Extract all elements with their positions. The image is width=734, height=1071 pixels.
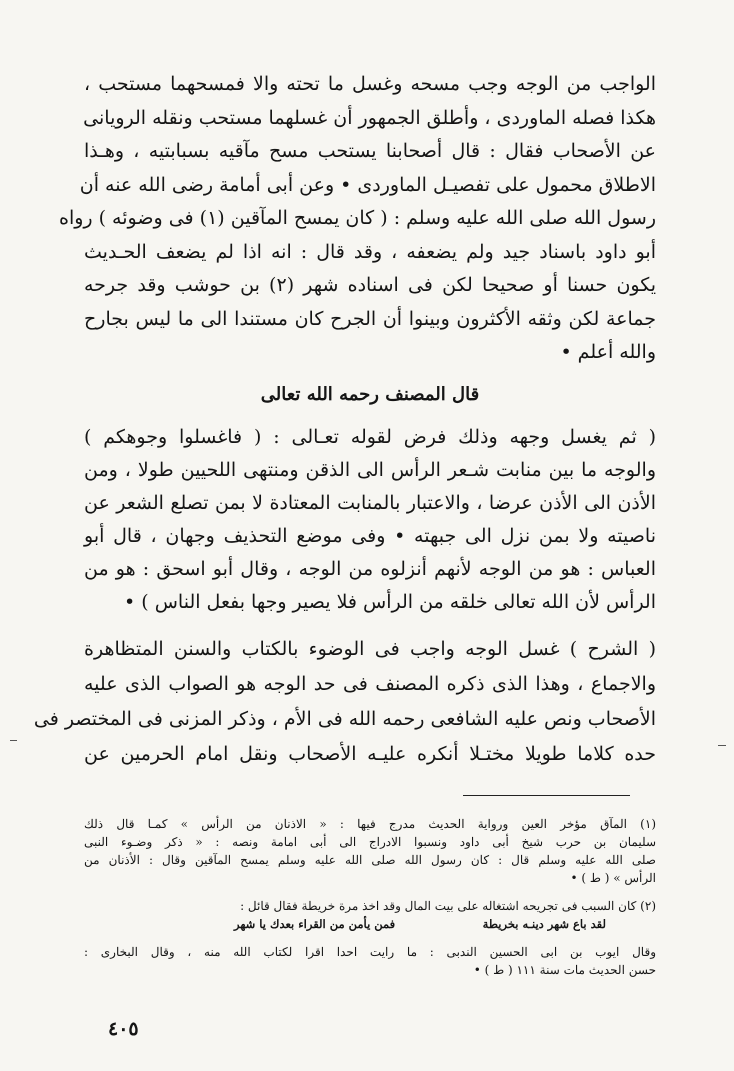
- footnote-line: (١) المآق مؤخر العين ورواية الحديث مدرج فيها : « الاذنان من الرأس » كمـا قال ذلك: [84, 817, 656, 831]
- spacer: [84, 933, 656, 943]
- text-line: العباس : هو من الوجه لأنهم أنزلوه من الوجه ، وقال أبو اسحق : هو من: [84, 558, 656, 580]
- section-heading: [84, 378, 656, 412]
- footnote-divider: [463, 795, 630, 796]
- footnote-line: صلى الله عليه وسلم قال : كان رسول الله صلى الله عليه وسلم يمسح المآقين وقال : الأذنان من: [84, 853, 656, 867]
- page-number: ٤٠٥: [108, 1018, 139, 1040]
- footnote-line: الرأس » ( ط ) •: [570, 871, 656, 885]
- text-line: عن الأصحاب فقال : قال أصحابنا يستحب مسح مآقيه بسبابتيه ، وهـذا: [84, 140, 656, 162]
- text-line: الرأس لأن الله تعالى خلقه من الرأس فلا يصير وجها بفعل الناس ) •: [124, 591, 656, 613]
- text-line: حده كلاما طويلا مختـلا أنكره عليـه الأصحاب ونقل امام الحرمين عن: [84, 743, 656, 765]
- text-line: ناصيته ولا بمن نزل الى جبهته • وفى موضع التحذيف وجهان ، قال أبو: [84, 525, 656, 547]
- text-line: الواجب من الوجه وجب مسحه وغسل ما تحته والا فمسحهما مستحب ،: [84, 73, 656, 95]
- commentary-paragraph-1: [58, 68, 656, 370]
- text-line: جماعة لكن وثقه الأكثرون وبينوا أن الجرح كان مستندا الى ما ليس بجارح: [84, 307, 656, 330]
- footnote-2: [84, 897, 656, 979]
- footnote-line: سليمان بن حرب شيخ أبى داود ونسبوا الادراج الى أبى امامة ونصه : « ذكر وضـوء النبى: [84, 835, 656, 849]
- footnotes: [84, 815, 656, 979]
- text-line: الأصحاب ونص عليه الشافعى رحمه الله فى الأم ، وذكر المزنى فى المختصر فى: [33, 708, 656, 730]
- text-line: هكذا فصله الماوردى ، وأطلق الجمهور أن غسلهما مستحب ونقله الرويانى: [83, 106, 656, 129]
- footnote-line: وقال ايوب بن ابى الحسين الندبى : ما رايت احدا اقرا لكتاب الله منه ، وقال البخارى :: [84, 945, 656, 959]
- text-line: ( ثم يغسل وجهه وذلك فرض لقوله تعـالى : ( فاغسلوا وجوهكم ): [84, 426, 656, 448]
- text-line: الاطلاق محمول على تفصيـل الماوردى • وعن أبى أمامة رضى الله عنه أن: [79, 173, 656, 196]
- text-line: والله أعلم •: [560, 341, 656, 363]
- heading-text: قال المصنف رحمه الله تعالى: [260, 384, 480, 405]
- footnote-line: حسن الحديث مات سنة ١١١ ( ط ) •: [473, 963, 656, 977]
- poem-hemistich-2: فمن يأمن من القراء بعدك يا شهر: [234, 917, 396, 931]
- footnote-line: (٢) كان السبب فى تجريحه اشتغاله على بيت المال وقد اخذ مرة خريطة فقال قائل :: [240, 899, 656, 913]
- text-line: والوجه ما بين منابت شـعر الرأس الى الذقن ومنتهى اللحيين طولا ، ومن: [84, 459, 656, 481]
- poem-hemistich-1: لقد باع شهر دينـه بخريطة: [482, 917, 606, 931]
- text-line: أبو داود باسناد جيد ولم يضعفه ، وقد قال : انه اذا لم يضعف الحـديث: [84, 240, 656, 263]
- text-line: رسول الله صلى الله عليه وسلم : ( كان يمسح المآقين (١) فى وضوئه ) رواه: [58, 207, 656, 229]
- text-line: الأذن الى الأذن عرضا ، والاعتبار بالمنابت المعتادة لا بمن تصلع الشعر عن: [84, 492, 656, 514]
- text-line: والاجماع ، وهذا الذى ذكره المصنف فى حد الوجه هو الصواب الذى عليه: [84, 673, 656, 695]
- spacer: [84, 887, 656, 897]
- author-text-paragraph: [84, 421, 656, 619]
- sharh-paragraph: [33, 632, 656, 772]
- footnote-1: [84, 815, 656, 887]
- text-line: يكون حسنا أو صحيحا لكن فى اسناده شهر (٢) بن حوشب وقد جرحه: [84, 274, 656, 296]
- text-line: ( الشرح ) غسل الوجه واجب فى الوضوء بالكتاب والسنن المتظاهرة: [84, 638, 656, 660]
- poem-verse: [84, 915, 656, 933]
